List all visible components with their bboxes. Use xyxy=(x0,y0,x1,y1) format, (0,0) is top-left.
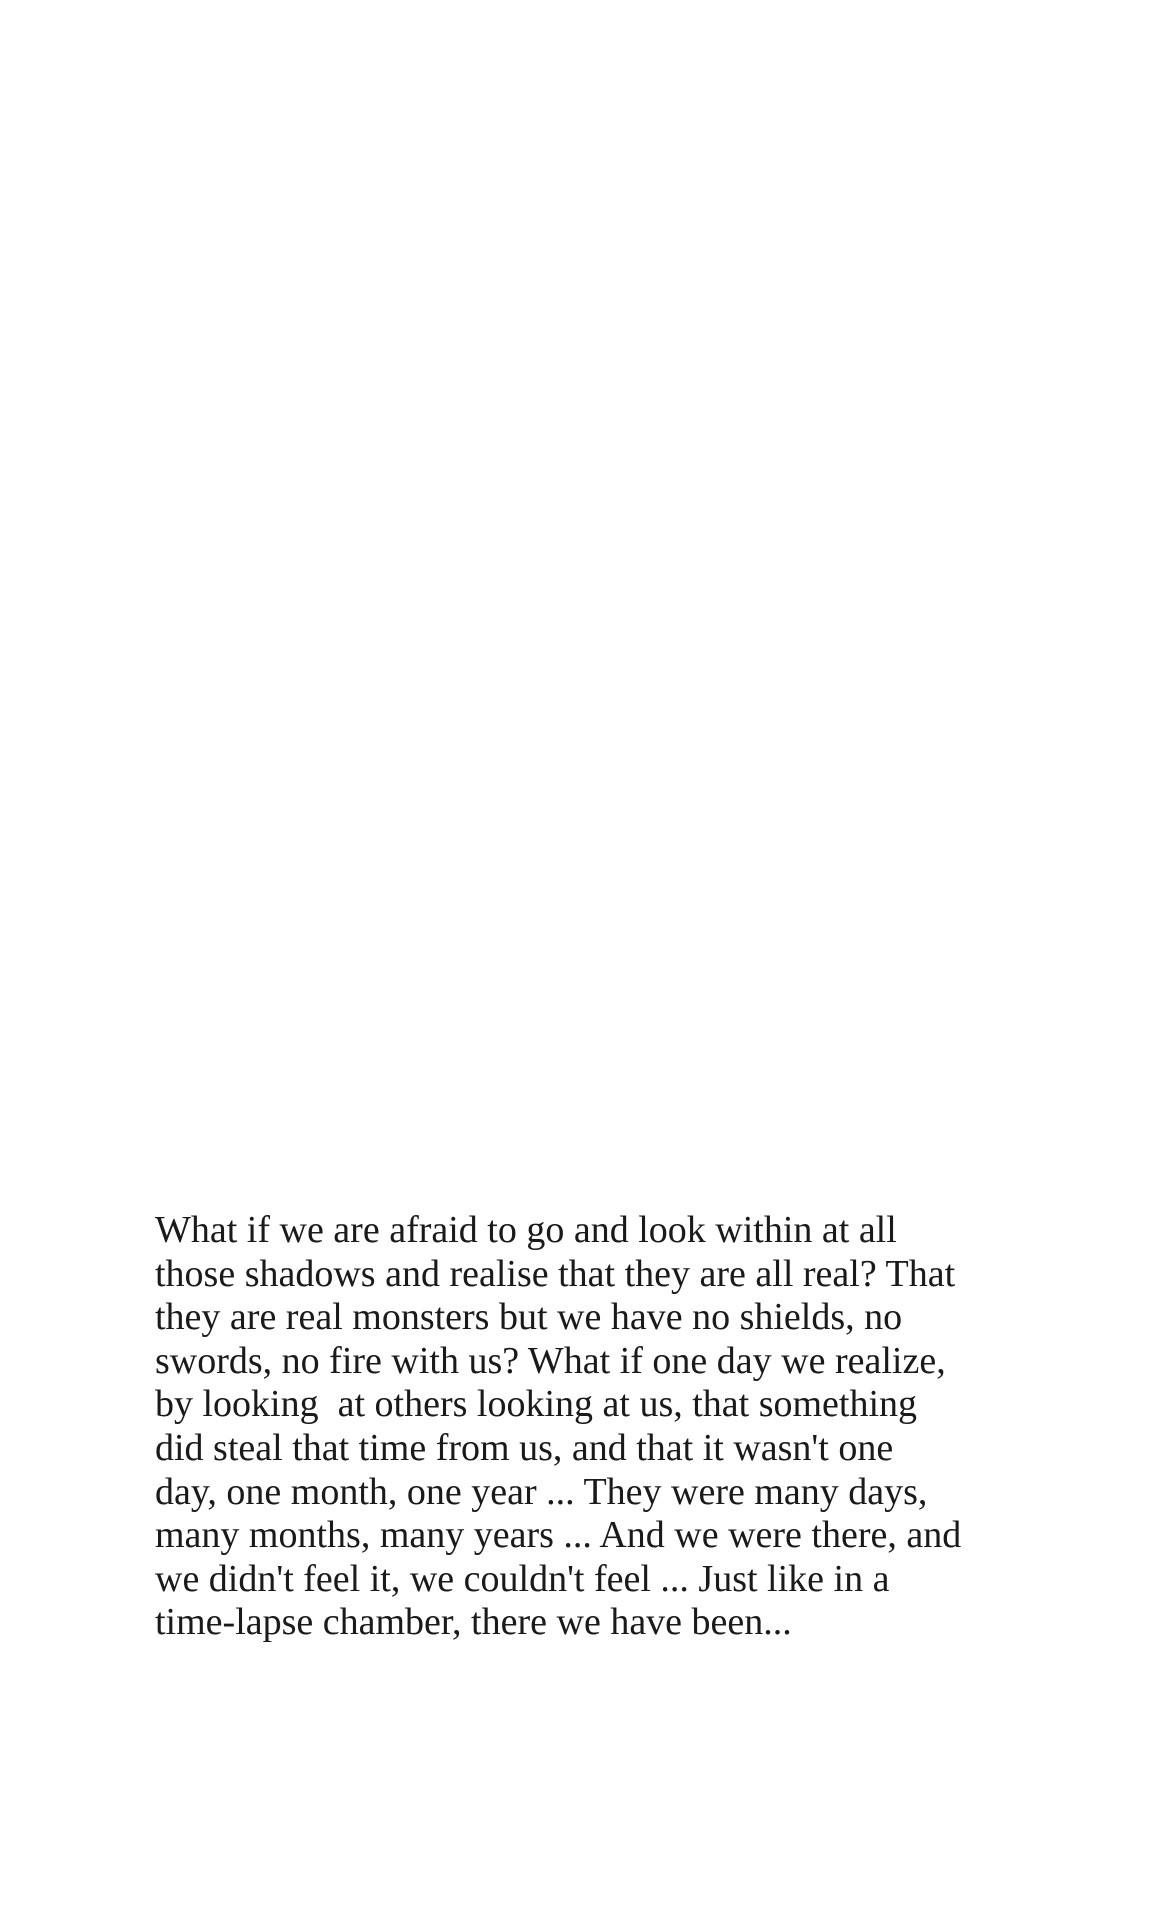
passage-line: by looking at others looking at us, that something xyxy=(155,1383,918,1426)
passage-line: they are real monsters but we have no shields, no xyxy=(155,1296,903,1339)
passage-line: did steal that time from us, and that it wasn't one xyxy=(155,1426,894,1469)
passage-line: What if we are afraid to go and look within at all xyxy=(155,1209,897,1251)
passage-line: those shadows and realise that they are all real? That xyxy=(155,1252,956,1295)
passage-line: swords, no fire with us? What if one day we realize, xyxy=(155,1339,946,1382)
passage-line: many months, many years ... And we were there, and xyxy=(155,1514,962,1557)
text-passage xyxy=(155,1209,1055,1645)
passage-line: time-lapse chamber, there we have been... xyxy=(155,1601,792,1644)
passage-line: we didn't feel it, we couldn't feel ... Just like in a xyxy=(155,1557,890,1600)
passage-line: day, one month, one year ... They were many days, xyxy=(155,1470,928,1513)
